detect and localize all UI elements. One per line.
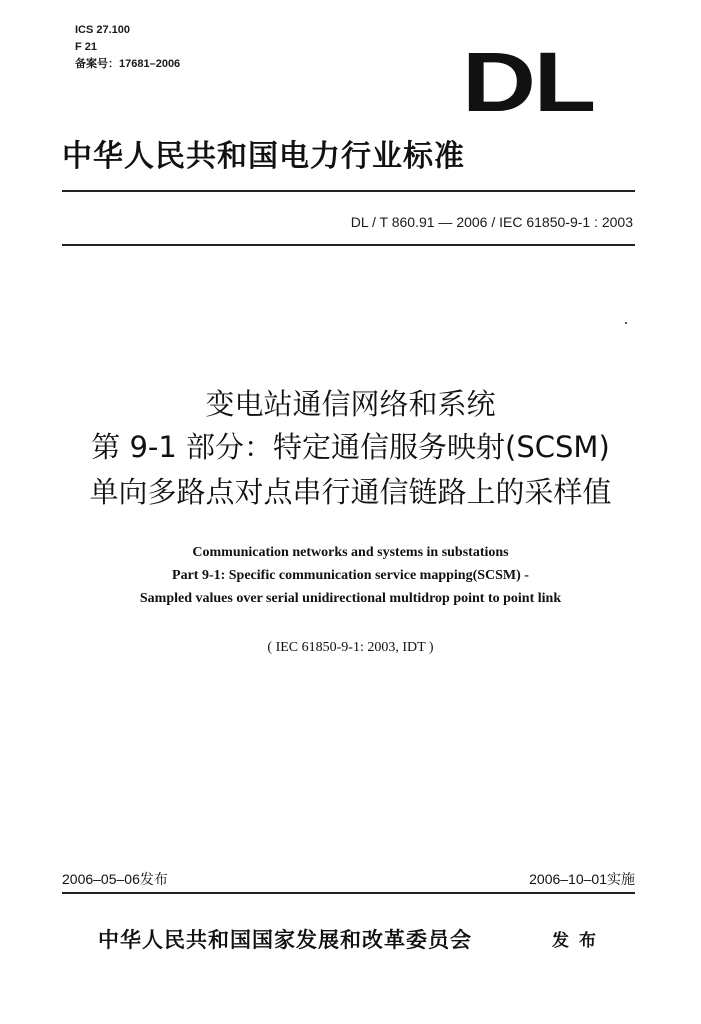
category-code: F 21 (75, 41, 98, 53)
dl-logo: DL (462, 35, 594, 129)
number-divider (62, 244, 635, 246)
english-title-line-3: Sampled values over serial unidirectional multidrop point to point link (139, 591, 562, 606)
chinese-title-line-3: 单向多路点对点串行通信链路上的采样值 (89, 475, 612, 509)
standard-title: 中华人民共和国电力行业标准 (62, 139, 465, 174)
standard-number: DL / T 860.91 — 2006 / IEC 61850-9-1 : 2003 (350, 214, 633, 230)
scan-speck (625, 322, 627, 324)
issuer-action: 发布 (552, 931, 606, 951)
record-number: 备案号：17681–2006 (75, 58, 181, 70)
footer-divider (62, 892, 635, 894)
issuer-name: 中华人民共和国国家发展和改革委员会 (98, 927, 472, 952)
implementation-date: 2006–10–01实施 (529, 871, 635, 887)
english-title-line-2: Part 9-1: Specific communication service mapping(SCSM) - (172, 568, 529, 583)
chinese-title-line-1: 变电站通信网络和系统 (205, 387, 496, 421)
ics-code: ICS 27.100 (75, 24, 131, 36)
english-title-line-1: Communication networks and systems in substations (192, 545, 509, 560)
header-divider (62, 190, 635, 192)
chinese-title-line-2: 第 9-1 部分：特定通信服务映射(SCSM) (91, 430, 610, 464)
issue-date: 2006–05–06发布 (62, 871, 168, 887)
adoption-note: ( IEC 61850-9-1: 2003, IDT ) (267, 640, 434, 655)
